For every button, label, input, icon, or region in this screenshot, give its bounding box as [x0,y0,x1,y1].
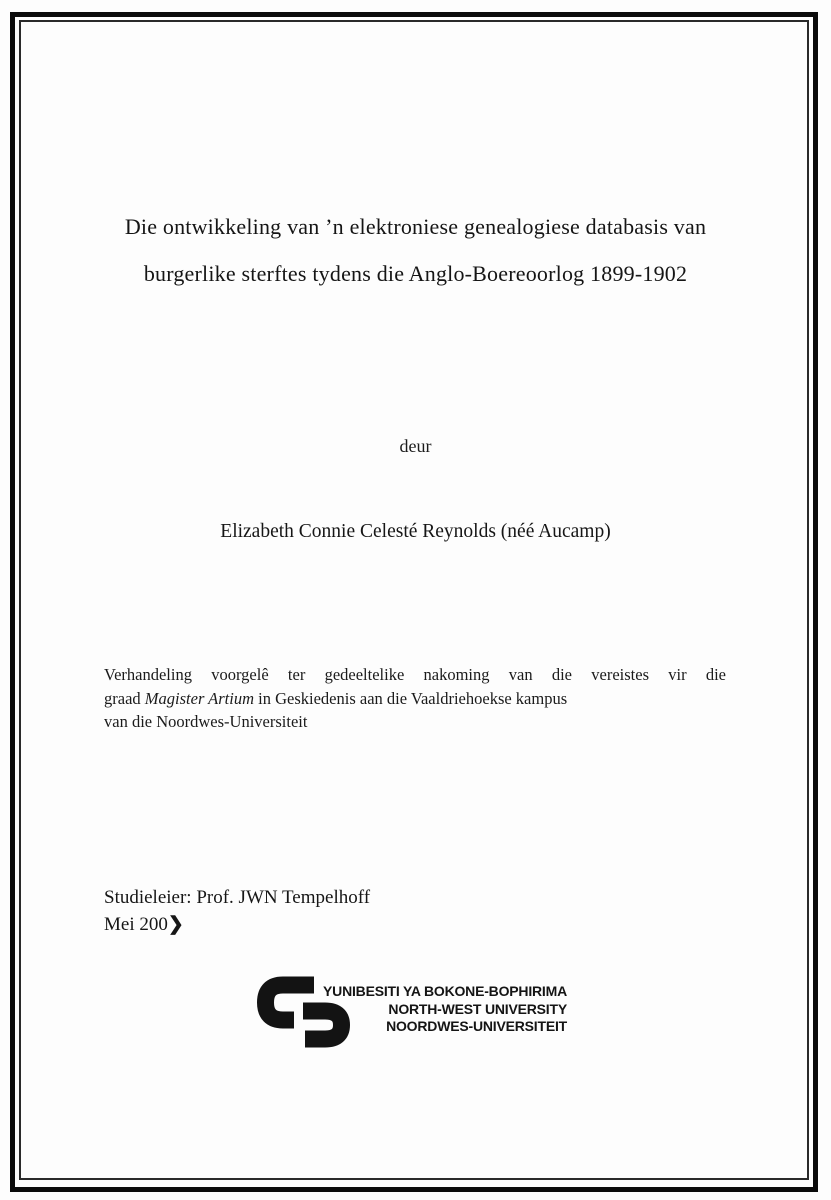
logo-line-setswana: YUNIBESITI YA BOKONE-BOPHIRIMA [323,983,567,999]
university-logo-text [320,983,567,1036]
date-line [104,911,370,938]
author-name: Elizabeth Connie Celesté Reynolds (néé Aucamp) [220,521,611,542]
statement-line2-pre: graad [104,688,145,708]
byline-deur: deur [399,436,432,456]
page-title-line2: burgerlike sterftes tydens die Anglo-Boereoorlog 1899-1902 [143,261,688,286]
university-logo [257,974,577,1058]
logo-line-english: NORTH-WEST UNIVERSITY [388,1000,567,1017]
supervisor-block [104,884,370,938]
page-title-line1: Die ontwikkeling van ’n elektroniese genealogiese databasis van [124,214,707,239]
statement-line1: Verhandeling voorgelê ter gedeeltelike nakoming van die vereistes vir die [104,665,726,684]
statement-line2-degree-italic: Magister Artium [144,688,255,708]
date-scanned-seven-glyph: ❯ [167,914,183,935]
statement-line3: van die Noordwes-Universiteit [104,712,308,731]
logo-line-afrikaans: NOORDWES-UNIVERSITEIT [386,1018,567,1035]
page-title [40,203,791,297]
date-prefix: Mei 200 [104,914,168,935]
statement-line2-post: in Geskiedenis aan die Vaaldriehoekse kampus [254,688,568,708]
supervisor-line: Studieleier: Prof. JWN Tempelhoff [104,887,371,908]
degree-statement [104,663,726,734]
statement-line2 [104,687,726,711]
